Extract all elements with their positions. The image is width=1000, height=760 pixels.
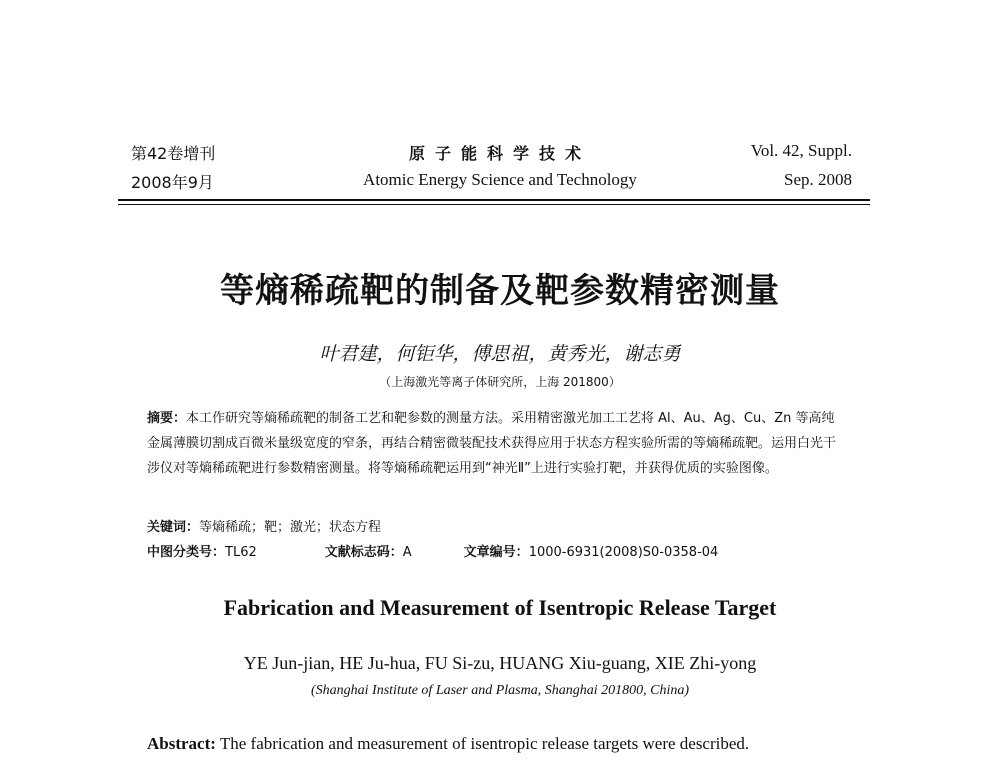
- keywords-label-zh: 关键词：: [147, 520, 200, 535]
- journal-name-zh: 原子能科学技术: [408, 144, 591, 163]
- affiliation-en: (Shanghai Institute of Laser and Plasma, Shanghai 201800, China): [311, 683, 689, 698]
- keywords-zh: [147, 516, 381, 535]
- journal-volume-zh: 第42卷增刊: [131, 144, 216, 163]
- abstract-label-en: Abstract:: [147, 734, 216, 753]
- abstract-zh: [147, 406, 837, 481]
- article-no-value: 1000-6931(2008)S0-0358-04: [528, 545, 719, 560]
- doc-code-label-zh: 文献标志码：: [324, 545, 403, 560]
- article-title-en: Fabrication and Measurement of Isentropic Release Target: [223, 595, 777, 620]
- classification-row: [147, 541, 718, 560]
- journal-name-en: Atomic Energy Science and Technology: [363, 170, 637, 189]
- header-rule-thick: [118, 199, 870, 201]
- keywords-text-zh: 等熵稀疏；靶；激光；状态方程: [199, 520, 382, 535]
- abstract-text-en: The fabrication and measurement of isentropic release targets were described.: [219, 734, 750, 753]
- article-title-zh: 等熵稀疏靶的制备及靶参数精密测量: [220, 271, 780, 311]
- journal-volume-en: Vol. 42, Suppl.: [750, 141, 852, 160]
- header-rule-thin: [118, 204, 870, 205]
- journal-date-en: Sep. 2008: [784, 170, 852, 189]
- abstract-label-zh: 摘要：: [147, 411, 187, 426]
- journal-date-zh: 2008年9月: [131, 173, 214, 192]
- abstract-text-zh: 本工作研究等熵稀疏靶的制备工艺和靶参数的测量方法。采用精密激光加工工艺将 Al、Au、Ag、Cu、Zn 等高纯金属薄膜切割成百微米量级宽度的窄条，再结合精密微装配技术获得应用于状态方程实验所需的等熵稀疏靶。运用白光干涉仪对等熵稀疏靶进行参数精密测量。将等熵稀疏靶运用到“神光Ⅱ”上进行实验打靶，并获得优质的实验图像。: [147, 411, 837, 476]
- abstract-en: [147, 734, 749, 754]
- class-label-zh: 中图分类号：: [147, 545, 226, 560]
- class-value: TL62: [225, 545, 257, 560]
- authors-zh: 叶君建，何钜华，傅思祖，黄秀光，谢志勇: [319, 343, 681, 365]
- authors-en: YE Jun-jian, HE Ju-hua, FU Si-zu, HUANG Xiu-guang, XIE Zhi-yong: [243, 653, 757, 673]
- article-no-label-zh: 文章编号：: [463, 545, 529, 560]
- affiliation-zh: （上海激光等离子体研究所，上海 201800）: [379, 375, 621, 389]
- doc-code-value: A: [402, 545, 412, 560]
